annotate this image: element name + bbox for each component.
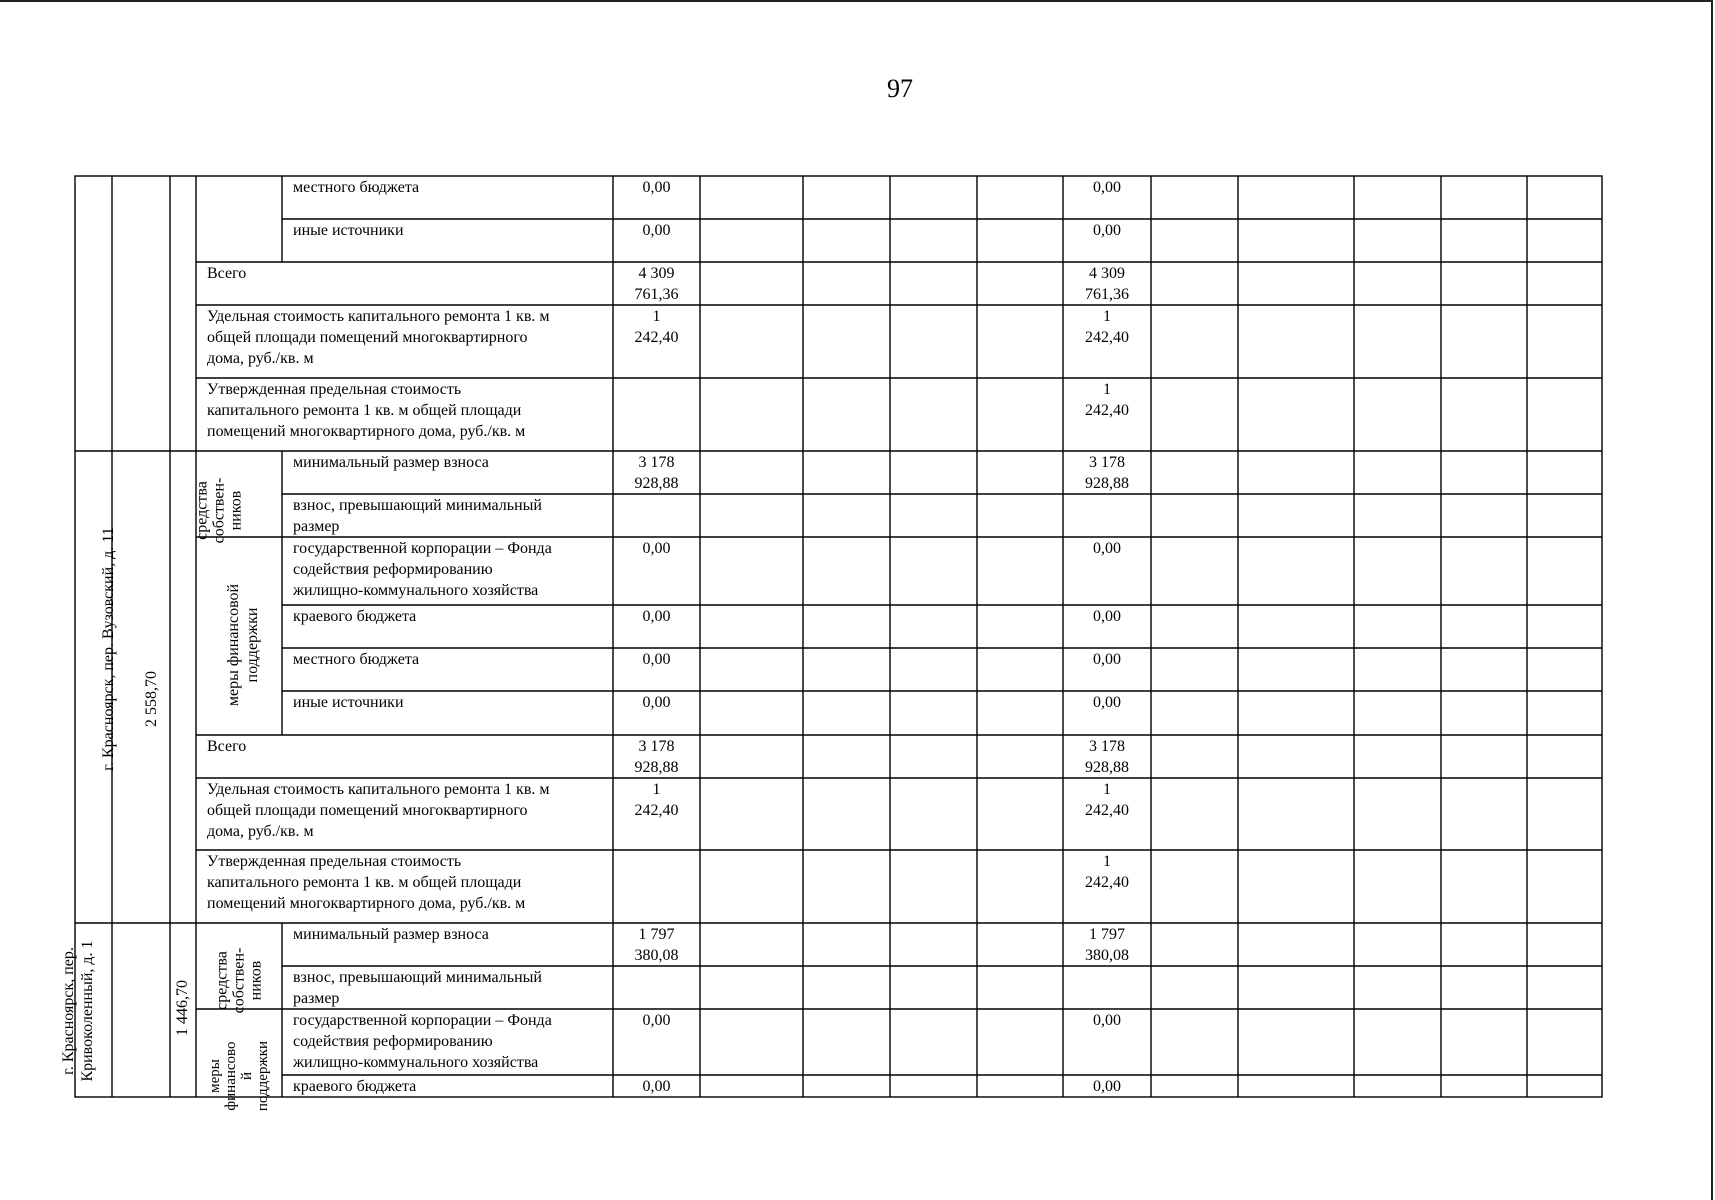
b2-state-corp-value-2: 0,00: [1093, 540, 1121, 557]
b3-min-fee-l1: 1 797: [638, 926, 675, 943]
b1-unit-cost-2-l2: 242,40: [1085, 329, 1129, 346]
row-label-state-corp-l3: жилищно-коммунального хозяйства: [293, 582, 539, 599]
row-label-other-sources-b2: иные источники: [293, 694, 404, 711]
row-label-approved-cost-l2: капитального ремонта 1 кв. м общей площади: [207, 402, 522, 419]
row-label-approved-cost-b2-l2: капитального ремонта 1 кв. м общей площади: [207, 874, 522, 891]
b2-local-budget-value: 0,00: [642, 651, 671, 668]
row-label-local-budget-b2: местного бюджета: [293, 651, 420, 668]
area-krivokolenny: 1 446,70: [174, 980, 191, 1036]
row-label-regional-budget: краевого бюджета: [293, 608, 417, 625]
b2-approved-cost-l2: 242,40: [1085, 874, 1129, 891]
b1-unit-cost-l2: 242,40: [634, 329, 679, 346]
b3-min-fee-2-l2: 380,08: [1085, 947, 1129, 964]
b3-state-corp-value-2: 0,00: [1093, 1012, 1121, 1029]
b1-total-value-l2: 761,36: [634, 286, 679, 303]
b2-min-fee-l1: 3 178: [638, 454, 675, 471]
row-label-total-b2: Всего: [207, 738, 247, 755]
b1-approved-cost-l1: 1: [1103, 381, 1111, 398]
b3-regional-budget-value-2: 0,00: [1093, 1078, 1121, 1095]
group-financial-support-b3: меры финансово й поддержки: [207, 1040, 271, 1112]
row-label-state-corp-b3-l2: содействия реформированию: [293, 1033, 493, 1050]
b2-min-fee-l2: 928,88: [634, 475, 679, 492]
row-label-local-budget: местного бюджета: [293, 179, 420, 196]
area-vuzovsky: 2 558,70: [143, 671, 160, 727]
row-label-approved-cost-l1: Утвержденная предельная стоимость: [207, 381, 462, 398]
group-owner-funds-b2: средства собствен- ников: [193, 477, 245, 544]
b2-regional-budget-value: 0,00: [642, 608, 671, 625]
row-label-unit-cost-b2-l1: Удельная стоимость капитального ремонта 1 кв. м: [207, 781, 550, 798]
row-label-unit-cost-l3: дома, руб./кв. м: [207, 350, 314, 367]
b2-total-2-l1: 3 178: [1089, 738, 1125, 755]
row-label-state-corp-b3-l3: жилищно-коммунального хозяйства: [293, 1054, 539, 1071]
b2-min-fee-2-l2: 928,88: [1085, 475, 1129, 492]
row-label-approved-cost-b2-l3: помещений многоквартирного дома, руб./кв. м: [207, 895, 526, 912]
b3-state-corp-value: 0,00: [642, 1012, 671, 1029]
b1-other-sources-value-2: 0,00: [1093, 222, 1121, 239]
b1-total-value-l1: 4 309: [638, 265, 675, 282]
row-label-unit-cost-l1: Удельная стоимость капитального ремонта 1 кв. м: [207, 308, 550, 325]
group-owner-funds-b3: средства собствен- ников: [213, 947, 265, 1014]
b2-total-l2: 928,88: [634, 759, 679, 776]
row-label-state-corp-l1: государственной корпорации – Фонда: [293, 540, 552, 557]
row-label-fee-above-min-l1: взнос, превышающий минимальный: [293, 497, 542, 514]
b3-min-fee-2-l1: 1 797: [1089, 926, 1125, 943]
row-label-unit-cost-b2-l2: общей площади помещений многоквартирного: [207, 802, 528, 819]
b1-unit-cost-l1: 1: [652, 308, 661, 325]
row-label-min-fee: минимальный размер взноса: [293, 454, 489, 471]
b1-local-budget-value: 0,00: [642, 179, 671, 196]
b2-unit-cost-l1: 1: [652, 781, 661, 798]
b2-regional-budget-value-2: 0,00: [1093, 608, 1121, 625]
b2-local-budget-value-2: 0,00: [1093, 651, 1121, 668]
address-vuzovsky: г. Красноярск, пер. Вузовский, д. 11: [100, 527, 117, 771]
b2-min-fee-2-l1: 3 178: [1089, 454, 1125, 471]
page-number: 97: [887, 74, 913, 103]
row-label-approved-cost-l3: помещений многоквартирного дома, руб./кв. м: [207, 423, 526, 440]
b2-total-l1: 3 178: [638, 738, 675, 755]
row-label-min-fee-b3: минимальный размер взноса: [293, 926, 489, 943]
b2-approved-cost-l1: 1: [1103, 853, 1111, 870]
b1-other-sources-value: 0,00: [642, 222, 671, 239]
row-label-approved-cost-b2-l1: Утвержденная предельная стоимость: [207, 853, 462, 870]
b3-regional-budget-value: 0,00: [642, 1078, 671, 1095]
b1-local-budget-value-2: 0,00: [1093, 179, 1121, 196]
row-label-total: Всего: [207, 265, 247, 282]
row-label-fee-above-min-b3-l2: размер: [293, 990, 340, 1007]
b2-unit-cost-l2: 242,40: [634, 802, 679, 819]
b3-min-fee-l2: 380,08: [634, 947, 679, 964]
b1-unit-cost-2-l1: 1: [1103, 308, 1111, 325]
row-label-state-corp-l2: содействия реформированию: [293, 561, 493, 578]
b1-total-value-2-l1: 4 309: [1089, 265, 1125, 282]
row-label-regional-budget-b3: краевого бюджета: [293, 1078, 417, 1095]
b2-unit-cost-2-l1: 1: [1103, 781, 1111, 798]
b2-state-corp-value: 0,00: [642, 540, 671, 557]
group-financial-support-b2: меры финансовой поддержки: [225, 583, 261, 707]
row-label-unit-cost-b2-l3: дома, руб./кв. м: [207, 823, 314, 840]
b2-other-sources-value-2: 0,00: [1093, 694, 1121, 711]
b1-approved-cost-l2: 242,40: [1085, 402, 1129, 419]
b2-other-sources-value: 0,00: [642, 694, 671, 711]
row-label-other-sources: иные источники: [293, 222, 404, 239]
b2-total-2-l2: 928,88: [1085, 759, 1129, 776]
b1-total-value-2-l2: 761,36: [1085, 286, 1129, 303]
row-label-fee-above-min-b3-l1: взнос, превышающий минимальный: [293, 969, 542, 986]
row-label-fee-above-min-l2: размер: [293, 518, 340, 535]
row-label-unit-cost-l2: общей площади помещений многоквартирного: [207, 329, 528, 346]
row-label-state-corp-b3-l1: государственной корпорации – Фонда: [293, 1012, 552, 1029]
address-krivokolenny: г. Красноярск, пер. Кривоколенный, д. 1: [60, 940, 96, 1082]
b2-unit-cost-2-l2: 242,40: [1085, 802, 1129, 819]
